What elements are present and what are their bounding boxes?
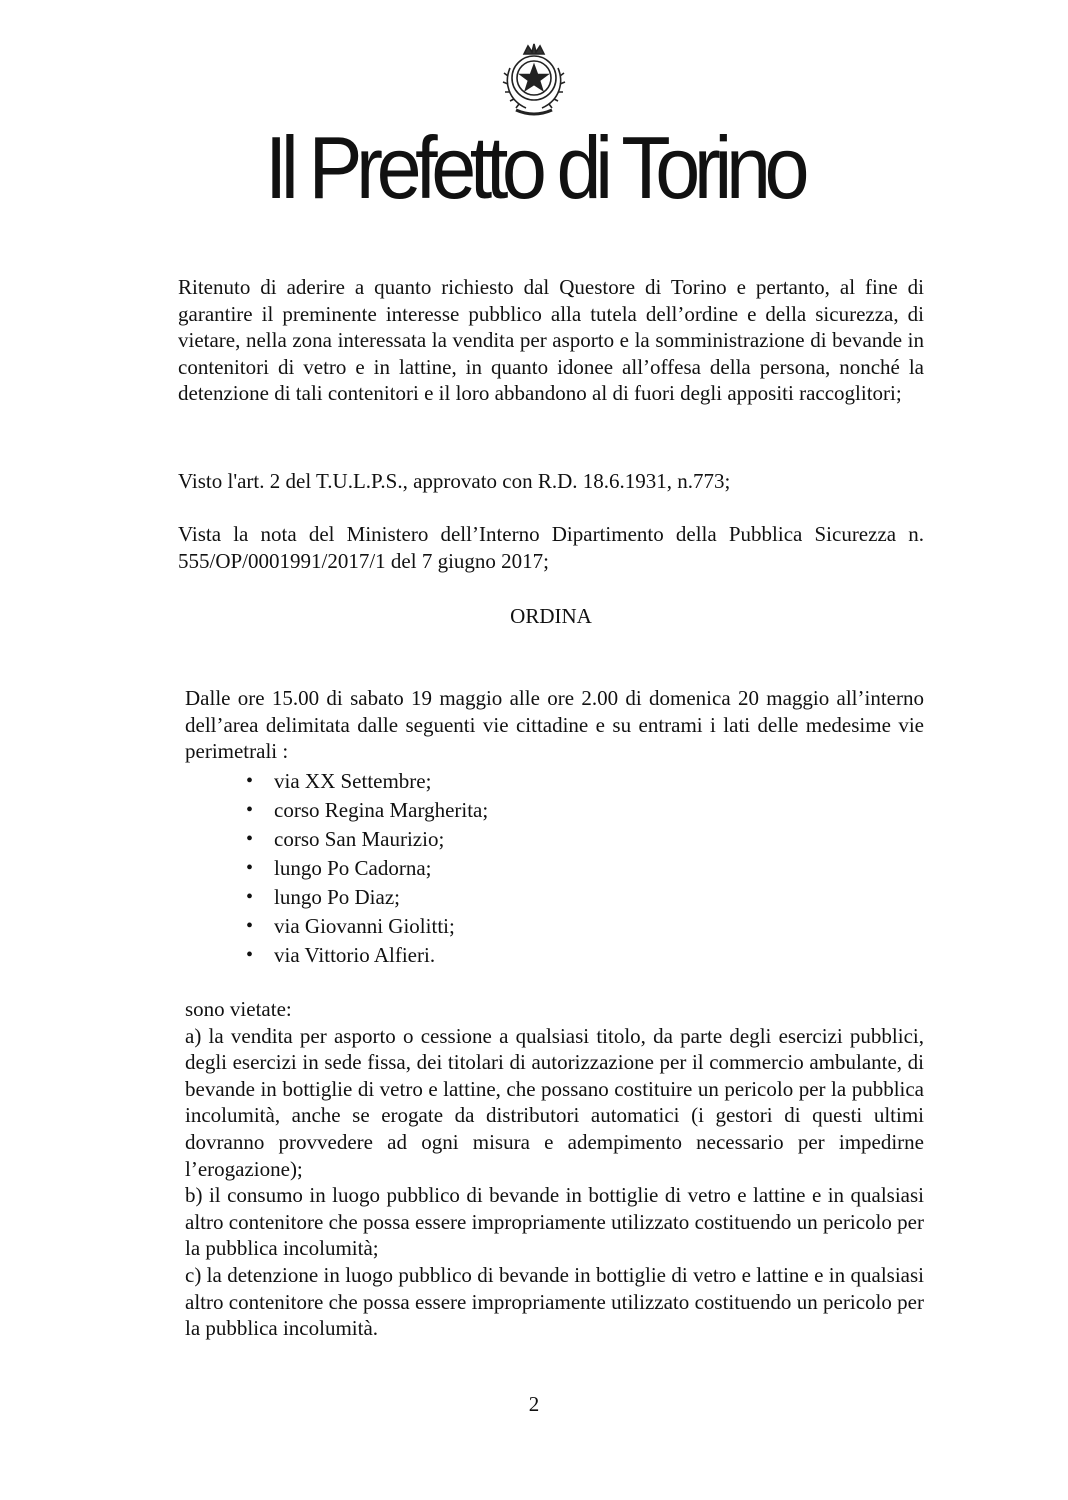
list-item: • via XX Settembre; (244, 767, 488, 796)
list-item: • corso Regina Margherita; (244, 796, 488, 825)
prohibitions (185, 996, 924, 1342)
prohibited-intro: sono vietate: (185, 997, 292, 1021)
clause-c: c) la detenzione in luogo pubblico di bevande in bottiglie di vetro e lattine e in qualsiasi altro contenitore che possa essere impropriamente utilizzato costituendo un pericolo per la pubblica incolumità. (185, 1262, 924, 1341)
ordina-heading: ORDINA (510, 604, 592, 628)
list-item: • lungo Po Diaz; (244, 883, 488, 912)
paragraph-visto: Visto l'art. 2 del T.U.L.P.S., approvato con R.D. 18.6.1931, n.773; (178, 469, 731, 493)
order-intro: Dalle ore 15.00 di sabato 19 maggio alle ore 2.00 di domenica 20 maggio all’interno dell’area delimitata dalle seguenti vie cittadine e su entrami i lati delle medesime vie perimetrali : (185, 686, 924, 764)
streets-list (244, 767, 488, 970)
page-title: Il Prefetto di Torino (264, 118, 804, 217)
list-item: • via Giovanni Giolitti; (244, 912, 488, 941)
paragraph-vista: Vista la nota del Ministero dell’Interno Dipartimento della Pubblica Sicurezza n. 555/OP/0001991/2017/1 del 7 giugno 2017; (178, 522, 924, 573)
list-item: • lungo Po Cadorna; (244, 854, 488, 883)
page-number: 2 (528, 1392, 540, 1416)
list-item: • via Vittorio Alfieri. (244, 941, 488, 970)
paragraph-ritenuto: Ritenuto di aderire a quanto richiesto dal Questore di Torino e pertanto, al fine di garantire il preminente interesse pubblico alla tutela dell’ordine e della sicurezza, di vietare, nella zona interessata la vendita per asporto e la somministrazione di bevande in contenitori di vetro e in lattine, in quanto idonee all’offesa della persona, nonché la detenzione di tali contenitori e il loro abbandono al di fuori degli appositi raccoglitori; (178, 275, 924, 406)
list-item: • corso San Maurizio; (244, 825, 488, 854)
emblem-of-italy-icon (498, 38, 570, 120)
clause-a: a) la vendita per asporto o cessione a qualsiasi titolo, da parte degli esercizi pubblici, degli esercizi in sede fissa, dei titolari di autorizzazione per il commercio ambulante, di bevande in bottiglie di vetro e lattine, che possano costituire un pericolo per la pubblica incolumità, anche se erogate da distributori automatici (i gestori di questi ultimi dovranno provvedere ad ogni misura e adempimento necessario per impedirne l’erogazione); (185, 1023, 924, 1181)
clause-b: b) il consumo in luogo pubblico di bevande in bottiglie di vetro e lattine e in qualsiasi altro contenitore che possa essere impropriamente utilizzato costituendo un pericolo per la pubblica incolumità; (185, 1183, 924, 1261)
